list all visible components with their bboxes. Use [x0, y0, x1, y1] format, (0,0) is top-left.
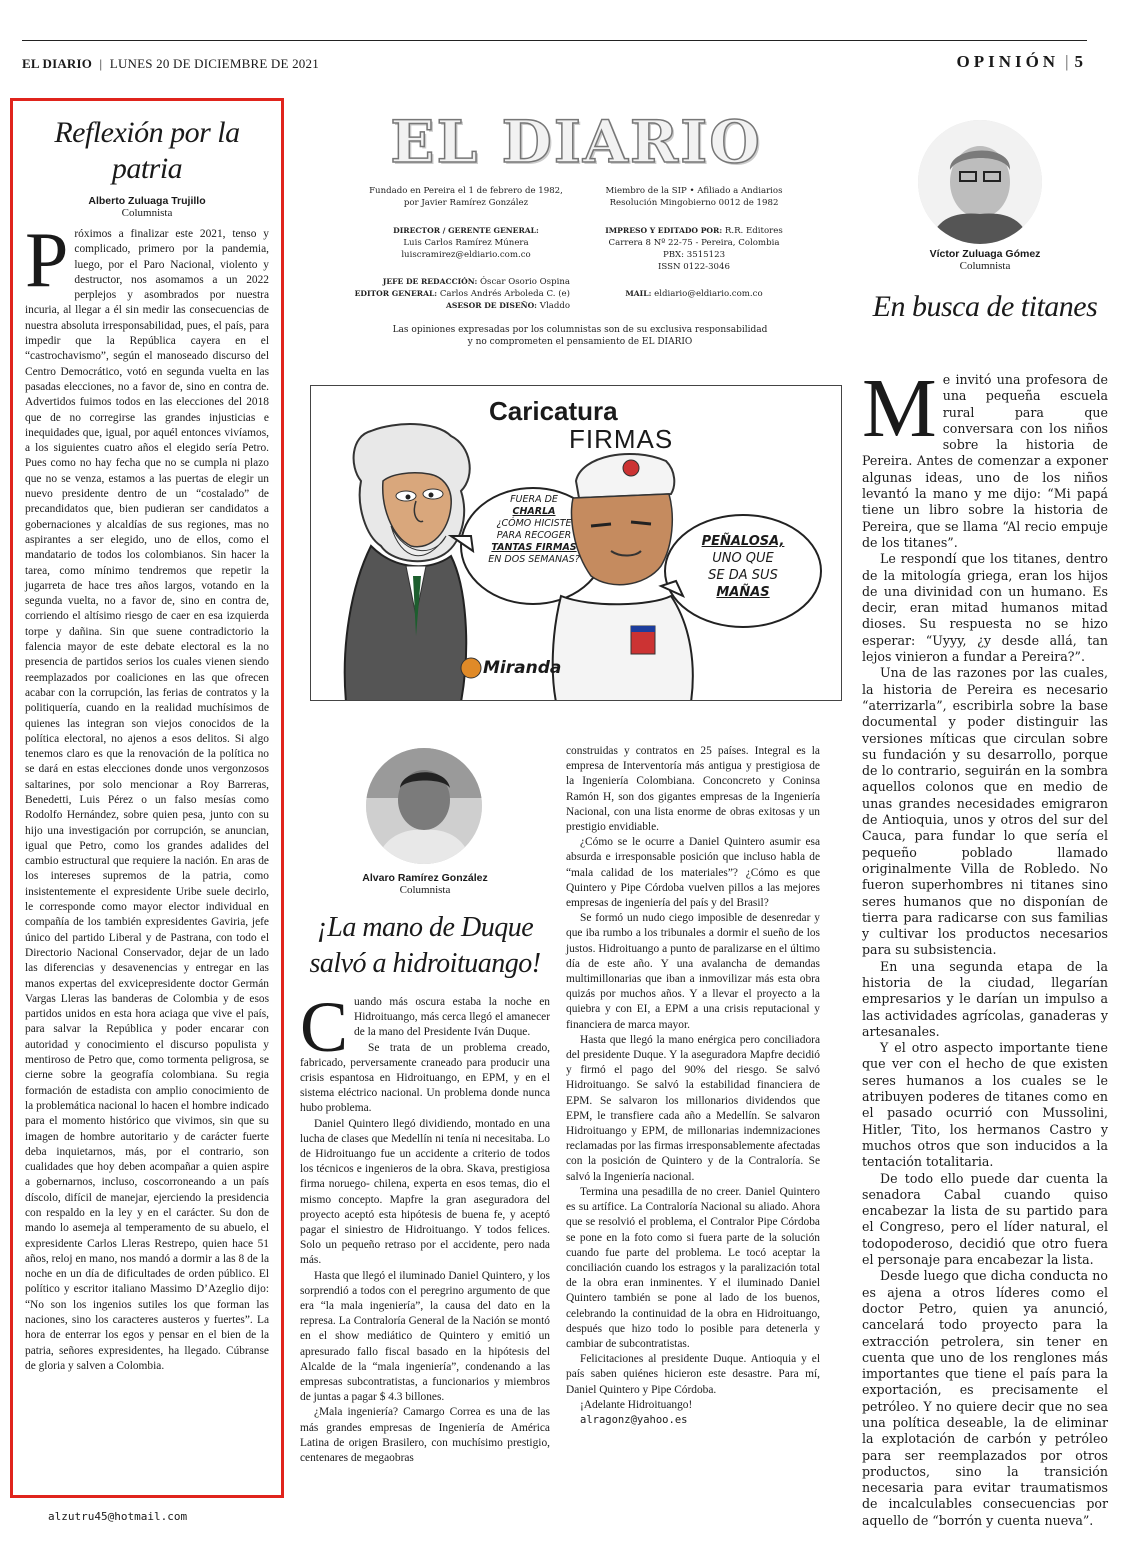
- mail-label: MAIL:: [625, 289, 652, 298]
- column-paragraph: Felicitaciones al presidente Duque. Antioquia y el país saben quiénes hicieron este desastre. Para mí, Daniel Quintero y Pipe Córdoba.: [566, 1353, 820, 1396]
- bubble-line: UNO QUE: [712, 551, 774, 566]
- column-role: Columnista: [121, 207, 173, 219]
- masthead: [296, 110, 856, 174]
- printer-phone: PBX: 3515123: [662, 250, 726, 260]
- disclaimer-line: y no comprometen el pensamiento de EL DIARIO: [467, 337, 693, 347]
- masthead-staff: [330, 276, 570, 312]
- paragraph-text: róximos a finalizar este 2021, tenso y complicado, primero por la pandemia, luego, por el Paro Nacional, violento y destructor, nos asomamos a un 2022 perplejos y asombrados por nuestra incuria, al llegar a él sin medir las consecuencias de nuestra absoluta irresponsabilidad, pues, el país, para impedir que la República cayera en el “castrochavismo”, según el manoseado discurso del Centro Democrático, votó en segunda vuelta en las pasadas elecciones, no a favor de, sino en contra de. Advertidos fuimos todos en las elecciones del 2018 que de no corregirse las grandes injusticias e inequidades que, igual, por aquél entonces vivíamos, a los siguientes cuatro años el elegido sería Petro. Pues como no hay fecha que no se cumpla ni plazo que no se venza, estamos a las puertas de elegir un nuevo presidente dentro de un “costalado” de precandidatos que, bien pudieran ser candidatos a gobernaciones y alcaldías de sus regiones, mas no aspirantes a ser elegido, uno de ellos, como el mandatario de todos los colombianos. Sin hacer la tarea, como mínimo tendremos que repetir la jugarreta de hace tres años largos, votando en la segunda vuelta, no a favor de, sino en contra de, corriendo el altísimo riesgo de caer en esa izquierda torpe y dañina. Sin que suene contradictorio la falencia mayor de este debate electoral es la no presencia de partidos serios los cuales vienen siendo reemplazados por coaliciones en las que ofrecen acabar con la corrupción, las ferias de contratos y la politiquería, cuando en la realidad muchísimos de quienes las integran son viejos conocidos de la política electoral, no ajenos a esos delitos. Si algo tenemos claro es que la renovación de la política no se dará en estas elecciones donde unos vergonzosos saltarines, por solo mencionar a Roy Barreras, Benedetti, Luis Pérez o un falso mesías como Rodolfo Hernández, sobre quien pesa, junto con su hijo una investigación por corrupción, se anuncian, igual que Petro, como los grandes adalides del cambio estructural que requiere la nación. En aras de los intereses supremos de la patria, como insistentemente el expresidente Uribe suele decirlo, le corresponde como mayor elector individual en compañía de los también expresidentes Gaviria, jefe único del partido Liberal y de Pastrana, con todo el Directorio Nacional Conservador, dejar de un lado las diferencias y desavenencias y entregar en las manos expertas del exvicepresidente doctor Germán Vargas Lleras las banderas de Colombia y de esos partidos unidos en esta hora aciaga que vive el país, para salvar la República y poder encarar con autoridad y conocimiento el discurso populista y mentiroso de Petro que, como tormenta peligrosa, se cierne sobre la geografía colombiana. Su regia formación de estadista con amplio conocimiento de la problemática nacional lo hacen el hombre indicado para el momento histórico que vivimos, sin que su imagen de hombre autoritario y de carácter fuerte deba inquietarnos, más, por el contrario, son cualidades que hoy deben acompañar a quien aspire a gobernarnos, incluso, coscorroneando a un país díscolo, difícil de manejar, ejerciendo la presidencia con respaldo en la ley y en el carácter. Su don de mando lo asemeja al temperamento de su abuelo, el expresidente Carlos Lleras Restrepo, quien hace 51 años, reloj en mano, nos mandó a dormir a las 8 de la noche en un día de dificultades de orden público. El político y escritor italiano Massimo D’Azeglio dijo: “No son los ingenios sutiles los que forman las naciones, sino los caracteres austeros y fuertes”. La hora de enterrar los egos y pensar en el bien de la patria, señores expresidentes, ha llegado. Cúbranse de gloria y salven a Colombia.: [25, 228, 269, 1372]
- page-header-right: [956, 52, 1087, 72]
- cartoon-title: Caricatura: [489, 396, 618, 426]
- bubble-line: PARA RECOGER: [496, 530, 572, 541]
- portrait-icon: [366, 748, 482, 864]
- masthead-member: [586, 185, 802, 209]
- column2-title: ¡La mano de Duque salvó a hidroituango!: [309, 912, 541, 979]
- column-role: Columnista: [959, 260, 1011, 272]
- founded-line: Fundado en Pereira el 1 de febrero de 1982,: [369, 186, 563, 196]
- masthead-director: [352, 225, 580, 261]
- header-separator: |: [99, 56, 103, 71]
- bubble-line: FUERA DE: [510, 494, 558, 505]
- member-line: Miembro de la SIP • Afiliado a Andiarios: [605, 186, 783, 196]
- column-paragraph: Y el otro aspecto importante tiene que ver con el hecho de que existen seres humanos a los cuales se le atribuyen poderes de titanes como en el pasado ocurrió con Mussolini, Hitler, Tito, los hermanos Castro y muchos otros que son inducidos a la tentación totalitaria.: [862, 1040, 1108, 1170]
- caricature-left-figure: [345, 424, 470, 701]
- director-label: DIRECTOR / GERENTE GENERAL:: [393, 226, 539, 235]
- column-paragraph: [300, 987, 550, 1067]
- column-paragraph: De todo ello puede dar cuenta la senadora Cabal cuando quiso encabezar la lista de su partido para el Congreso, pero el líder natural, el todopoderoso, decidió que otro fuera el personaje para encabezar la lista.: [862, 1170, 1108, 1268]
- column-role: Columnista: [399, 884, 451, 896]
- director-email: luiscramirez@eldiario.com.co: [401, 250, 531, 260]
- page-number: 5: [1074, 52, 1087, 71]
- bubble-line: MAÑAS: [716, 585, 770, 600]
- column-paragraph: Hasta que llegó la mano enérgica pero conciliadora del presidente Duque. Y la aseguradora Mapfre decidió y firmó el pago del 90% del riesgo. Se salvó Hidroituango. Se salvó la estabilidad financiera de EPM. Se salvaron los millonarios dividendos que EPM, le transfiere cada año a Medellín. Se salvaron Hidroituango y EPM, de millonarias indemnizaciones reclamadas por las firmas irresponsablemente afectadas con la posición de Quintero y de la Contraloría. Se salvó la Ingeniería nacional.: [566, 1033, 820, 1183]
- column4-title: En busca de titanes: [872, 290, 1098, 323]
- editor-name: Carlos Andrés Arboleda C. (e): [439, 289, 570, 299]
- highlighted-column: [10, 98, 284, 1498]
- column-author: Alberto Zuluaga Trujillo: [88, 195, 206, 207]
- column-paragraph: En una segunda etapa de la historia de la ciudad, llegarían empresarios y le darían un impulso a las actividades agrícolas, ganaderas y artesanales.: [862, 958, 1108, 1039]
- bubble-line: ¿CÓMO HICISTE: [496, 518, 572, 529]
- author-photo-alvaro: [366, 748, 482, 864]
- founded-line: por Javier Ramírez González: [403, 198, 529, 208]
- newspaper-logo: EL DIARIO: [390, 108, 762, 176]
- design-label: ASESOR DE DISEÑO:: [445, 301, 537, 310]
- bubble-line: PEÑALOSA,: [701, 534, 785, 549]
- column2-byline: [300, 872, 550, 904]
- column-paragraph: [862, 362, 1108, 551]
- director-name: Luis Carlos Ramírez Múnera: [403, 238, 529, 248]
- bubble-line: TANTAS FIRMAS: [491, 542, 577, 553]
- bubble-left-text: [471, 494, 597, 566]
- masthead-disclaimer: [330, 324, 830, 348]
- column-author: Alvaro Ramírez González: [362, 872, 488, 884]
- column-author: Víctor Zuluaga Gómez: [929, 248, 1041, 260]
- masthead-printer: [586, 225, 802, 273]
- masthead-founded: [352, 185, 580, 209]
- section-name: OPINIÓN: [956, 52, 1060, 71]
- printer-label: IMPRESO Y EDITADO POR:: [605, 226, 723, 235]
- drop-cap: M: [862, 362, 937, 455]
- column4-body: [862, 362, 1108, 1529]
- column2-body: [300, 987, 550, 1466]
- masthead-mail: [586, 288, 802, 300]
- paper-name: EL DIARIO: [22, 56, 93, 71]
- paragraph-text: uando más oscura estaba la noche en Hidroituango, más cerca llegó el amanecer de la mano del Presidente Iván Duque.: [354, 996, 550, 1039]
- printer-address: Carrera 8 Nº 22-75 - Pereira, Colombia: [608, 238, 780, 248]
- printer-issn: ISSN 0122-3046: [658, 262, 730, 272]
- column-paragraph: Se trata de un problema creado, fabricado, perversamente craneado para producir una crisis espantosa en Hidroituango, en EPM, y en el sistema eléctrico nacional. Un problema donde nunca hubo problema.: [300, 1041, 550, 1115]
- column-paragraph: construidas y contratos en 25 países. Integral es la empresa de Interventoría más antigua y prestigiosa de la Ingeniería Colombiana. Conconcreto y Coninsa Ramón H, son dos gigantes empresas de la Ingeniería Nacional, con una lista enorme de obras exitosas y un prestigio envidiable.: [566, 745, 820, 834]
- column-paragraph: ¿Mala ingeniería? Camargo Correa es una de las más grandes empresas de Ingeniería de América Latina de origen Brasilero, con muchísimo prestigio, centenares de megaobras: [300, 1406, 550, 1465]
- mail-address: eldiario@eldiario.com.co: [654, 289, 763, 299]
- page-header-left: [22, 56, 319, 72]
- signature-icon: [461, 658, 481, 678]
- column-title: Reflexión por la patria: [54, 116, 240, 185]
- column-paragraph: [25, 216, 269, 1374]
- member-line: Resolución Mingobierno 0012 de 1982: [609, 198, 779, 208]
- drop-cap: C: [300, 987, 349, 1067]
- column-paragraph: Se formó un nudo ciego imposible de desenredar y que iba rumbo a los tribunales a dormir el sueño de los justos. Hidroituango a punto de paralizarse en el último día de este año. Y una avalancha de demandas multimillonarias que iban a inmovilizar más esta obra quizás por muchos años. Y a llevar el proyecto a la quiebra y con EI, a EPM a una crisis reputacional y financiera de marca mayor.: [566, 912, 820, 1031]
- bubble-line: EN DOS SEMANAS?: [488, 554, 580, 565]
- column4-byline: [866, 248, 1104, 280]
- column-paragraph: Una de las razones por las cuales, la historia de Pereira es necesario “aterrizarla”, escribirla sobre la base documental y poder distinguir las versiones míticas que circulan sobre su fundación y su desarrollo, porque de lo contrario, seguirán en la sombra aquellos colonos que en medio de unas grandes necesidades emigraron de Antioquia, unos y otros del sur del Cauca, para fundar lo que sería el pequeño poblado llamado originalmente Villa de Robledo. No fueron superhombres ni titanes sino seres humanos que no disponían de tierra para radicarse con sus familias y cultivar los productos necesarios para su subsistencia.: [862, 665, 1108, 958]
- paragraph-text: e invitó una profesora de una pequeña escuela rural para que conversara con los niños sobre la historia de Pereira. Antes de comenzar a exponer algunas ideas, uno de los niños levantó la mano y me dijo: “Mi papá tiene un libro sobre la historia de Pereira, que se llama “Al recio empuje de los titanes”.: [862, 372, 1108, 550]
- issue-date: LUNES 20 DE DICIEMBRE DE 2021: [109, 56, 319, 71]
- bubble-line: SE DA SUS: [708, 568, 778, 583]
- printer-name: R.R. Editores: [724, 226, 783, 236]
- column-paragraph: ¡Adelante Hidroituango!: [580, 1398, 693, 1411]
- header-separator-right: |: [1065, 52, 1069, 71]
- column-paragraph: Daniel Quintero llegó dividiendo, montado en una lucha de clases que Medellín ni tenía ni necesitaba. Lo de Hidroituango fue un accidente a criterio de todos los técnicos e ingenieros de la obra. Skava, prestigiosa firma noruego- chilena, experta en esos temas, dio el mismo concepto. Mapfre la gran aseguradora del proyecto aceptó esta hipótesis de buena fe, y aceptó pagar el siniestro de Hidroituango. Y todos felices. Solo un pequeño retraso por el accidente, pero nada más.: [300, 1117, 550, 1267]
- column-body: [25, 216, 269, 1374]
- jefe-name: Óscar Osorio Ospina: [480, 277, 570, 287]
- design-name: Vladdo: [539, 301, 570, 311]
- author-photo-victor: [918, 120, 1042, 244]
- cartoon-panel: [310, 385, 842, 701]
- column-paragraph: Hasta que llegó el iluminado Daniel Quintero, y los sorprendió a todos con el peregrino argumento de que era “la mala ingeniería”, la causa del dato en la represa. La Contraloría General de la Nación se montó en el show mediático de Quintero y emitió un apresurado fallo fiscal basado en la hipótesis del Alcalde de la “mala ingeniería”, condenando a las empresas subcontratistas, a funcionarios y miembros de juntas a pagar $ 4.3 billones.: [300, 1269, 550, 1404]
- author-email: alzutru45@hotmail.com: [48, 1510, 188, 1523]
- column2-continued: [566, 744, 820, 1428]
- portrait-icon: [918, 120, 1042, 244]
- bubble-right-text: [673, 533, 813, 601]
- editor-label: EDITOR GENERAL:: [354, 289, 438, 298]
- disclaimer-line: Las opiniones expresadas por los columnistas son de su exclusiva responsabilidad: [392, 325, 768, 335]
- cartoon-subtitle: FIRMAS: [569, 424, 674, 454]
- header-rule: [22, 40, 1087, 41]
- column-paragraph: Termina una pesadilla de no creer. Daniel Quintero es su artífice. La Contraloría Nacional su aliado. Ahora que se resolvió el problema, el Contralor Pipe Córdoba se pone en la foto como si fuera parte de la solución cuando fue parte del problema. Le tocó aceptar la conciliación cuando los estragos y la paralización total de la obra eran inminentes. Y el iluminado Daniel Quintero también se pone al lado de los buenos, celebrando la continuidad de la obra en Hidroituango, después que hizo todo lo posible para detenerla y cambiar de subcontratistas.: [566, 1185, 820, 1350]
- cartoonist-signature: Miranda: [483, 658, 562, 678]
- column-paragraph: Le respondí que los titanes, dentro de la mitología griega, eran los hijos de una divinidad con un humano. Es decir, eran mitad humanos mitad dioses. Su respuesta no se hizo esperar: “Uyyy, ¿y desde allá, tan lejos vinieron a fundar a Pereira?”.: [862, 551, 1108, 665]
- bubble-line: CHARLA: [512, 506, 556, 517]
- column-paragraph: Desde luego que dicha conducta no es ajena a otros líderes como el doctor Petro, quien ya anunció, cancelará todo proyecto para la extracción petrolera, sin tener en cuenta que uno de los renglones más importantes que tiene el país para la exportación, es precisamente el petróleo. Y no quiere decir que no sea una política deseable, la de eliminar la explotación de carbón y petróleo para ser reemplazados por otros productos, sino la transición necesaria para evitar traumatismos de incalculables consecuencias por aquello de “borrón y cuenta nueva”.: [862, 1268, 1108, 1528]
- drop-cap: P: [25, 216, 69, 303]
- jefe-label: JEFE DE REDACCIÓN:: [382, 277, 478, 286]
- column-paragraph: ¿Cómo se le ocurre a Daniel Quintero asumir esa absurda e irresponsable posición que incluso habla de “mala calidad de los materiales”? ¿Cómo es que Quintero y Pipe Córdoba vuelven pillos a las mejores empresas de ingeniería del país y del Brasil?: [566, 836, 820, 910]
- author-email: alragonz@yahoo.es: [580, 1413, 688, 1426]
